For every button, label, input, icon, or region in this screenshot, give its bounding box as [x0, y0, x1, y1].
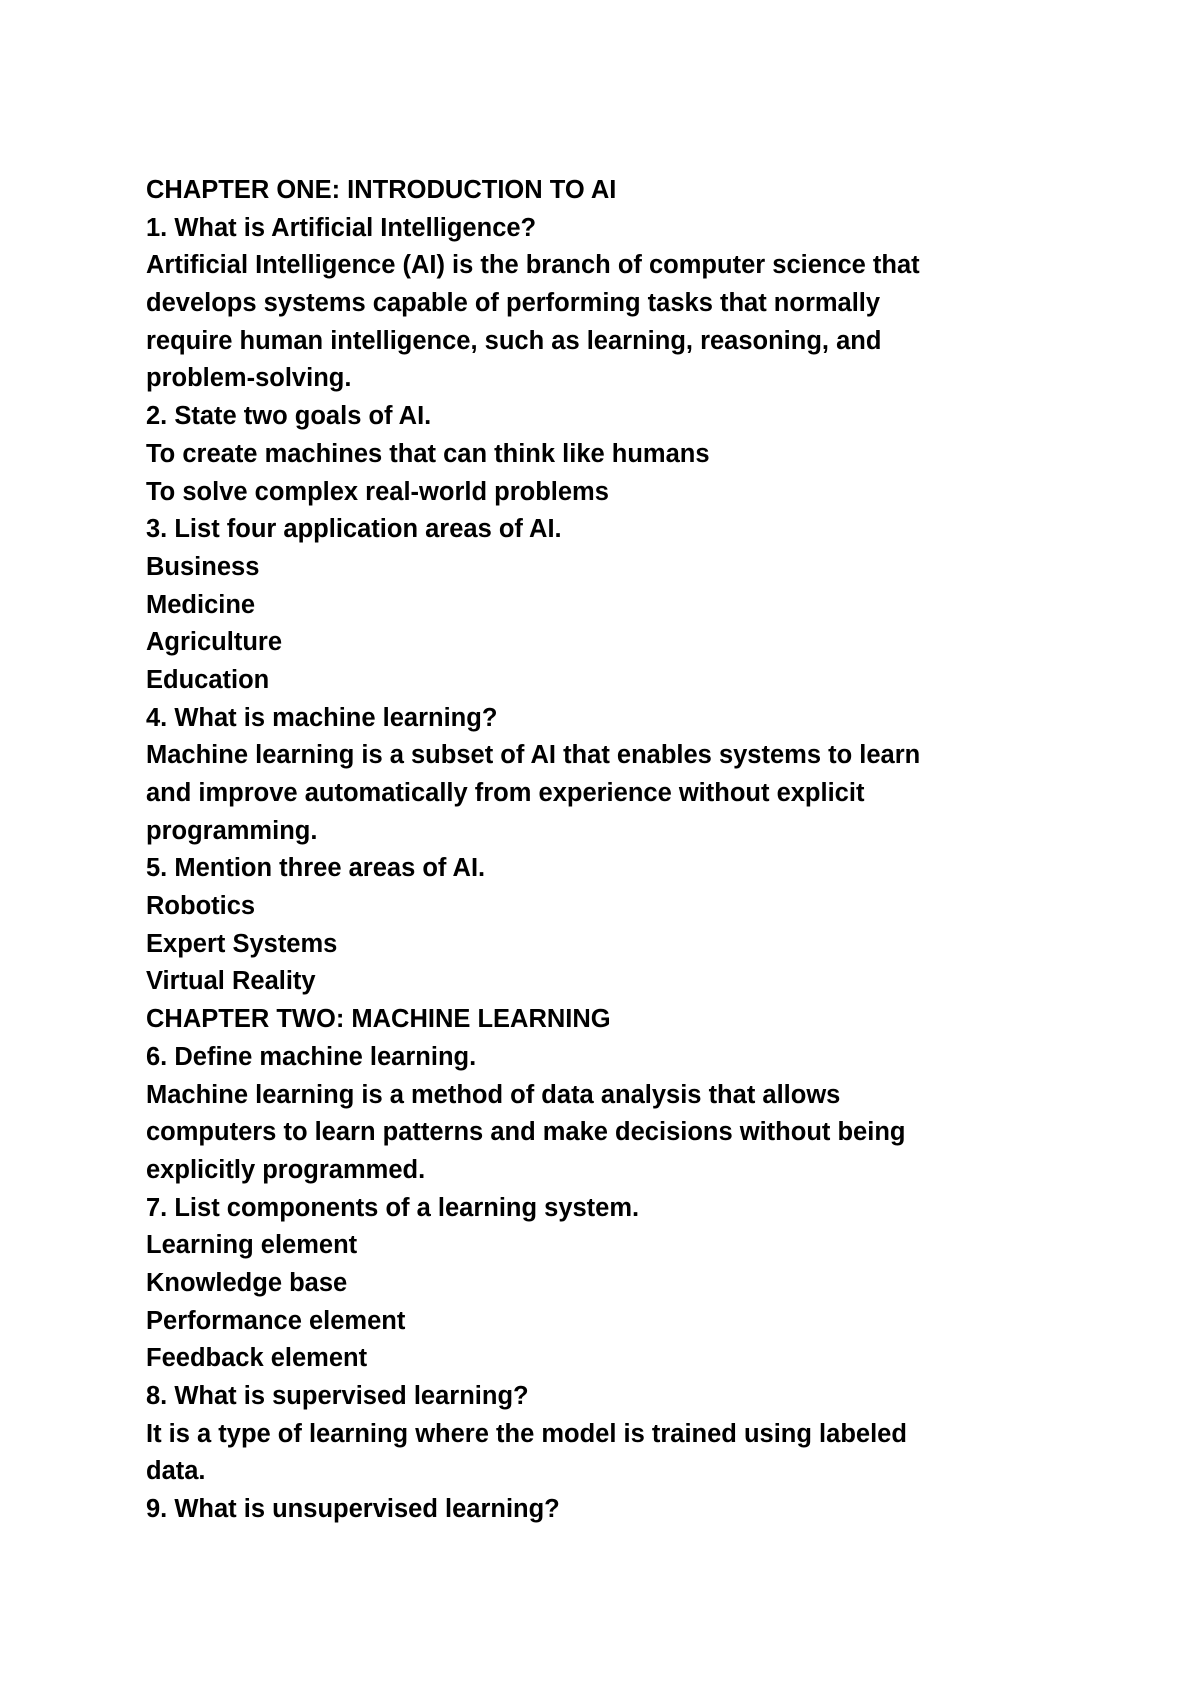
answer-line: It is a type of learning where the model is trained using labeled [146, 1419, 907, 1448]
question-line: 1. What is Artificial Intelligence? [146, 213, 537, 242]
question-line: 4. What is machine learning? [146, 703, 498, 732]
chapter-heading: CHAPTER ONE: INTRODUCTION TO AI [146, 176, 617, 204]
answer-line: Feedback element [146, 1344, 368, 1373]
answer-line: programming. [146, 816, 318, 845]
answer-line: Virtual Reality [146, 967, 316, 996]
answer-line: Education [146, 665, 270, 694]
answer-line: computers to learn patterns and make decisions without being [146, 1118, 906, 1147]
answer-line: To solve complex real-world problems [146, 477, 609, 506]
answer-line: problem-solving. [146, 364, 352, 393]
answer-line: develops systems capable of performing tasks that normally [146, 289, 881, 318]
answer-line: Knowledge base [146, 1268, 348, 1297]
answer-line: explicitly programmed. [146, 1155, 426, 1184]
question-line: 5. Mention three areas of AI. [146, 854, 486, 883]
answer-line: To create machines that can think like humans [146, 439, 710, 468]
answer-line: Medicine [146, 590, 256, 619]
answer-line: Agriculture [146, 628, 283, 657]
question-line: 2. State two goals of AI. [146, 402, 432, 431]
answer-line: Business [146, 552, 260, 581]
question-line: 6. Define machine learning. [146, 1042, 477, 1071]
answer-line: require human intelligence, such as learning, reasoning, and [146, 326, 882, 355]
question-line: 8. What is supervised learning? [146, 1382, 529, 1410]
answer-line: Artificial Intelligence (AI) is the branch of computer science that [146, 251, 920, 280]
answer-line: Machine learning is a method of data analysis that allows [146, 1080, 841, 1109]
answer-line: Machine learning is a subset of AI that enables systems to learn [146, 741, 921, 770]
chapter-heading: CHAPTER TWO: MACHINE LEARNING [146, 1005, 611, 1034]
answer-line: Performance element [146, 1306, 406, 1335]
answer-line: Robotics [146, 892, 256, 921]
answer-line: Expert Systems [146, 929, 338, 958]
question-line: 7. List components of a learning system. [146, 1193, 640, 1222]
answer-line: Learning element [146, 1231, 358, 1260]
document-body [146, 172, 1046, 1529]
question-line: 9. What is unsupervised learning? [146, 1495, 560, 1524]
question-line: 3. List four application areas of AI. [146, 515, 562, 544]
answer-line: and improve automatically from experience without explicit [146, 779, 865, 807]
answer-line: data. [146, 1457, 206, 1486]
